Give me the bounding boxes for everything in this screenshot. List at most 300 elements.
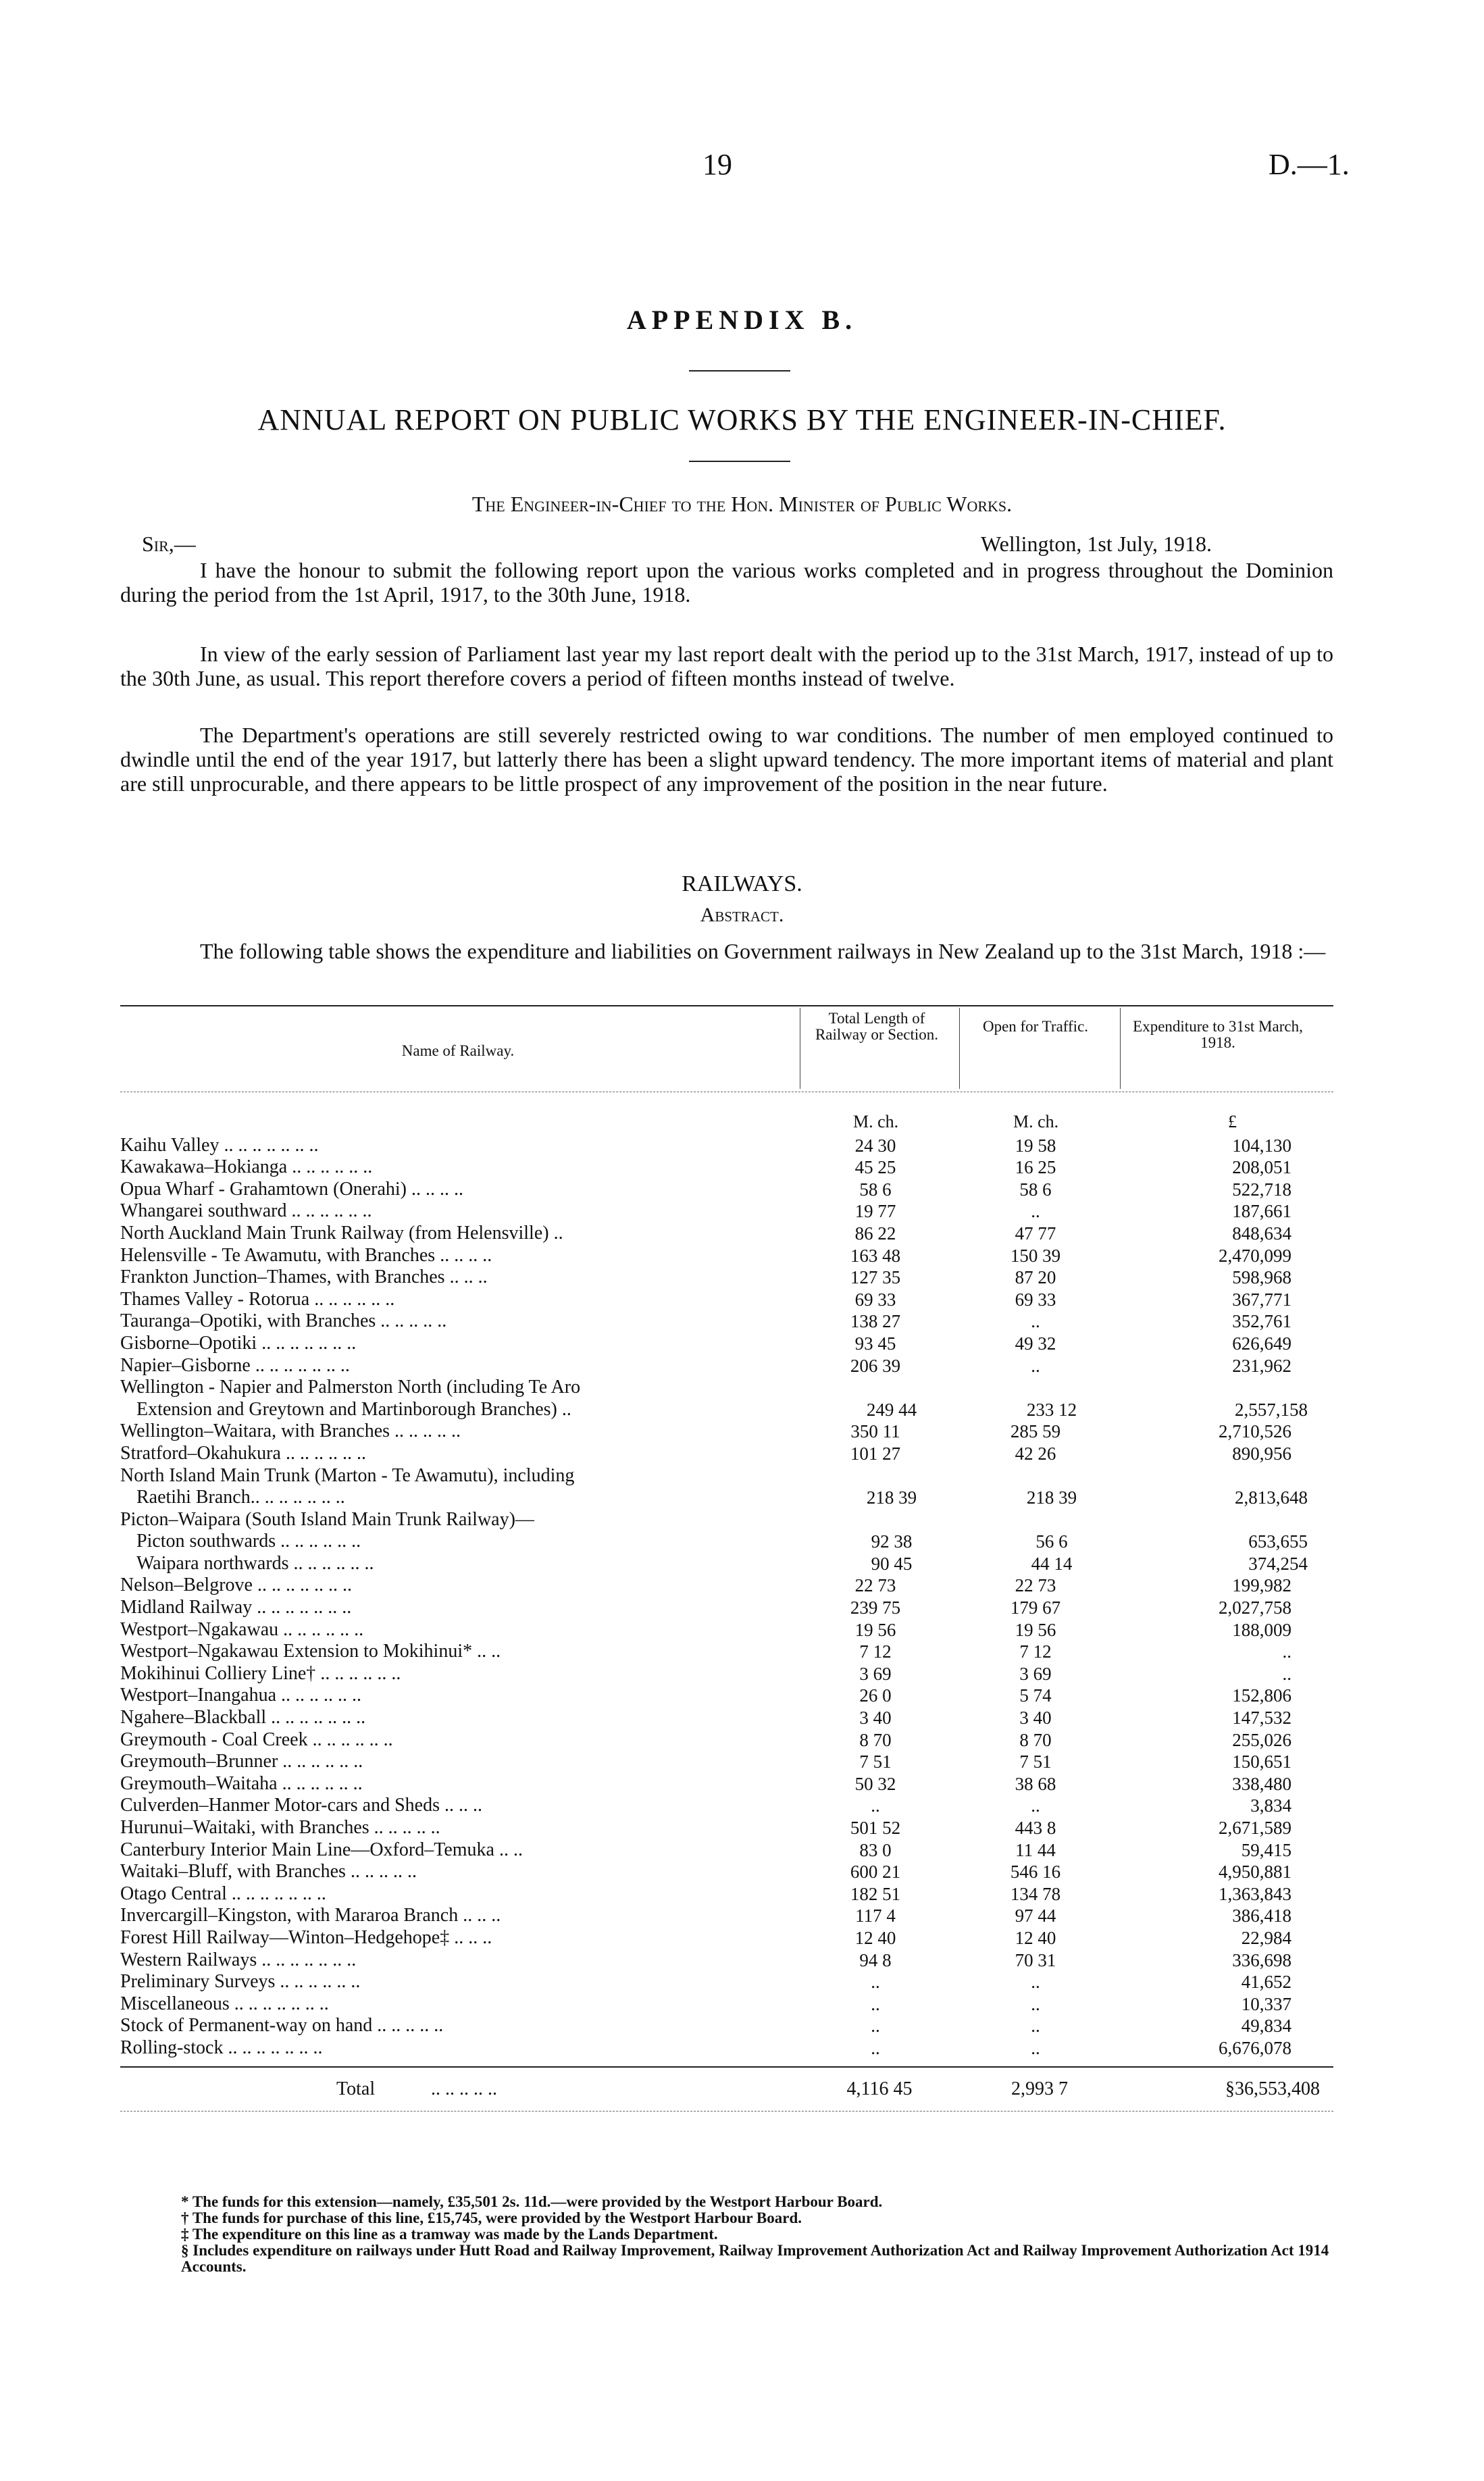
expenditure-cell: 187,661	[1232, 1201, 1291, 1222]
length-cell: 7 12	[859, 1641, 892, 1662]
railway-name: Rolling-stock	[120, 2037, 224, 2058]
open-cell: 19 58	[1015, 1135, 1056, 1156]
expenditure-cell: 2,557,158	[1235, 1399, 1308, 1420]
leader-dots: .. .. .. .. ..	[390, 1421, 461, 1442]
expenditure-cell: 2,671,589	[1219, 1818, 1291, 1838]
expenditure-cell: 386,418	[1232, 1905, 1291, 1926]
length-cell: ..	[871, 1795, 880, 1816]
railway-name: North Island Main Trunk (Marton - Te Awamutu), including	[120, 1465, 575, 1486]
length-cell: 92 38	[871, 1531, 913, 1552]
open-cell: 150 39	[1010, 1245, 1061, 1266]
railway-name: Greymouth - Coal Creek	[120, 1729, 308, 1750]
railway-name: Napier–Gisborne	[120, 1355, 251, 1376]
length-cell: 94 8	[859, 1949, 892, 1970]
leader-dots: .. .. .. .. .. ..	[315, 1663, 401, 1684]
footnote-3: ‡ The expenditure on this line as a tramway was made by the Lands Department.	[181, 2226, 718, 2243]
table-row	[120, 1728, 1333, 1750]
railway-name-cell	[120, 1201, 796, 1221]
expenditure-cell: 2,813,648	[1235, 1487, 1308, 1508]
length-cell: 101 27	[850, 1443, 901, 1464]
table-row	[120, 1464, 1333, 1486]
table-row	[120, 1640, 1333, 1662]
length-cell: 182 51	[850, 1883, 901, 1904]
table-row	[120, 1970, 1333, 1993]
open-cell: 97 44	[1015, 1905, 1056, 1926]
railway-name-cell	[120, 1708, 796, 1728]
leader-dots: ..	[557, 1399, 571, 1420]
railway-name: Waitaki–Bluff, with Branches	[120, 1862, 346, 1883]
open-cell: 285 59	[1010, 1421, 1061, 1442]
railway-name-cell	[120, 1157, 796, 1177]
appendix-title: APPENDIX B.	[626, 305, 858, 335]
table-body	[120, 1133, 1333, 2058]
table-row	[120, 1684, 1333, 1706]
total-dots: .. .. .. .. ..	[431, 2078, 497, 2099]
length-cell: 163 48	[850, 1245, 901, 1266]
length-cell: 24 30	[854, 1135, 896, 1156]
leader-dots: .. .. .. .. ..	[345, 1862, 417, 1883]
address-line: The Engineer-in-Chief to the Hon. Minister of Public Works.	[471, 492, 1013, 516]
expenditure-cell: 522,718	[1232, 1179, 1291, 1200]
leader-dots: .. .. .. .. .. ..	[271, 1949, 357, 1970]
table-row	[120, 1376, 1333, 1398]
open-cell: 49 32	[1015, 1333, 1056, 1354]
railway-name: Mokihinui Colliery Line†	[120, 1663, 316, 1684]
units-row	[120, 1106, 1333, 1133]
expenditure-cell: 352,761	[1232, 1311, 1291, 1332]
expenditure-cell: 199,982	[1232, 1575, 1291, 1596]
length-cell: 19 77	[854, 1201, 896, 1222]
table-row	[120, 1816, 1333, 1838]
railway-name: Greymouth–Waitaha	[120, 1773, 278, 1794]
table-row	[120, 1595, 1333, 1618]
railway-name: Thames Valley - Rotorua	[120, 1289, 310, 1310]
expenditure-cell: 653,655	[1248, 1531, 1308, 1552]
table-row	[120, 1706, 1333, 1728]
expenditure-cell: 4,950,881	[1219, 1862, 1291, 1883]
length-cell: 218 39	[866, 1487, 917, 1508]
expenditure-cell: 848,634	[1232, 1223, 1291, 1244]
table-row	[120, 1838, 1333, 1860]
length-cell: 19 56	[854, 1619, 896, 1640]
leader-dots: .. .. .. .. .. .. ..	[219, 1135, 319, 1156]
title-rule	[689, 370, 790, 372]
railway-name-cell	[120, 1267, 796, 1287]
railway-name: Midland Railway	[120, 1597, 253, 1618]
railway-name: Waipara northwards	[136, 1553, 289, 1574]
leader-dots: .. .. .. .. .. .. ..	[252, 1575, 352, 1596]
unit-length: M. ch.	[853, 1112, 899, 1131]
table-row	[120, 2036, 1333, 2058]
open-cell: 546 16	[1010, 1862, 1061, 1883]
leader-dots: .. .. .. .. ..	[376, 1311, 447, 1332]
railway-table	[120, 1005, 1333, 2112]
table-row	[120, 1244, 1333, 1266]
open-cell: 3 69	[1019, 1663, 1052, 1684]
length-cell: 3 69	[859, 1663, 892, 1684]
railway-name-cell	[120, 1818, 796, 1838]
leader-dots: .. .. .. .. .. .. ..	[229, 1993, 329, 2014]
railway-name: Hurunui–Waitaki, with Branches	[120, 1818, 369, 1838]
railway-name: Preliminary Surveys	[120, 1972, 276, 1993]
open-cell: 7 12	[1019, 1641, 1052, 1662]
expenditure-cell: 188,009	[1232, 1619, 1291, 1640]
railway-name-cell	[120, 1554, 812, 1574]
length-cell: 12 40	[854, 1927, 896, 1948]
footnote-1: * The funds for this extension—namely, £35,501 2s. 11d.—were provided by the Westport Harbour Board.	[181, 2193, 883, 2210]
open-cell: ..	[1031, 1355, 1040, 1376]
table-row	[120, 1794, 1333, 1816]
table-row	[120, 1948, 1333, 1970]
railway-name: Westport–Ngakawau	[120, 1619, 279, 1640]
open-cell: 7 51	[1019, 1751, 1052, 1772]
expenditure-cell: 208,051	[1232, 1157, 1291, 1178]
table-row	[120, 1221, 1333, 1244]
col-open-header: Open for Traffic.	[982, 1018, 1089, 1035]
table-row	[120, 1552, 1333, 1574]
leader-dots: .. .. .. .. .. .. ..	[223, 2037, 323, 2058]
railway-name-cell	[120, 1685, 796, 1706]
leader-dots: .. .. ..	[449, 1927, 492, 1948]
table-row	[120, 1156, 1333, 1178]
paragraph-2: In view of the early session of Parliament last year my last report dealt with the period up to the 31st March, 1917, instead of up to the 30th June, as usual. This report therefore covers a period of fifteen months instead of twelve.	[120, 642, 1333, 690]
railway-name-cell	[120, 1510, 796, 1530]
railway-name: Forest Hill Railway—Winton–Hedgehope‡	[120, 1927, 450, 1948]
expenditure-cell: 2,027,758	[1219, 1597, 1291, 1618]
table-row	[120, 1508, 1333, 1530]
expenditure-cell: 338,480	[1232, 1773, 1291, 1794]
leader-dots: .. .. .. ..	[435, 1245, 492, 1266]
railway-name: Invercargill–Kingston, with Mararoa Branch	[120, 1905, 459, 1926]
railway-name-cell	[120, 1620, 796, 1640]
expenditure-cell: 147,532	[1232, 1708, 1291, 1729]
railway-name-cell	[120, 1972, 796, 1992]
railway-name: Picton southwards	[136, 1531, 276, 1552]
leader-dots: .. .. .. .. .. ..	[286, 1201, 372, 1222]
length-cell: 3 40	[859, 1708, 892, 1729]
open-cell: 179 67	[1010, 1597, 1061, 1618]
length-cell: 8 70	[859, 1729, 892, 1750]
leader-dots: .. .. .. ..	[406, 1179, 463, 1200]
railway-name-cell	[120, 1487, 812, 1508]
railway-name: Stock of Permanent-way on hand	[120, 2016, 373, 2037]
length-cell: ..	[871, 2016, 880, 2037]
open-cell: ..	[1031, 2016, 1040, 2037]
open-cell: ..	[1031, 1795, 1040, 1816]
expenditure-cell: 41,652	[1241, 1972, 1291, 1993]
length-cell: 50 32	[854, 1773, 896, 1794]
leader-dots: .. .. .. .. .. ..	[309, 1289, 395, 1310]
table-row	[120, 1441, 1333, 1464]
open-cell: ..	[1031, 1972, 1040, 1993]
length-cell: 86 22	[854, 1223, 896, 1244]
unit-open: M. ch.	[1013, 1112, 1059, 1131]
railway-name-cell	[120, 1421, 796, 1441]
railway-name: Westport–Inangahua	[120, 1685, 276, 1706]
railway-name: Frankton Junction–Thames, with Branches	[120, 1267, 445, 1288]
railway-name: Westport–Ngakawau Extension to Mokihinui*	[120, 1641, 473, 1662]
table-row	[120, 1354, 1333, 1376]
railway-name-cell	[120, 2016, 796, 2036]
expenditure-cell: 104,130	[1232, 1135, 1291, 1156]
total-length: 4,116 45	[846, 2078, 913, 2099]
railway-name: Ngahere–Blackball ..	[120, 1708, 281, 1729]
railway-name-cell	[120, 1223, 796, 1244]
railway-name: Tauranga–Opotiki, with Branches	[120, 1311, 376, 1332]
railway-name-cell	[120, 1795, 796, 1816]
expenditure-cell: 3,834	[1250, 1795, 1291, 1816]
railway-name-cell	[120, 1179, 796, 1200]
leader-dots: .. .. .. .. ..	[369, 1818, 440, 1838]
length-cell: 45 25	[854, 1157, 896, 1178]
length-cell: 350 11	[850, 1421, 900, 1442]
table-row	[120, 1662, 1333, 1684]
open-cell: 56 6	[1035, 1531, 1068, 1552]
expenditure-cell: 1,363,843	[1219, 1883, 1291, 1904]
expenditure-cell: 49,834	[1241, 2016, 1291, 2037]
leader-dots: .. .. .. .. .. ..	[278, 1751, 363, 1772]
railway-name: Western Railways ..	[120, 1949, 272, 1970]
table-row	[120, 1133, 1333, 1156]
footnotes	[120, 2194, 1356, 2275]
length-cell: 26 0	[859, 1685, 892, 1706]
open-cell: ..	[1031, 2037, 1040, 2058]
railway-name: Extension and Greytown and Martinborough Branches)	[136, 1399, 557, 1420]
length-cell: 22 73	[854, 1575, 896, 1596]
expenditure-cell: 890,956	[1232, 1443, 1291, 1464]
length-cell: 58 6	[859, 1179, 892, 1200]
railway-name-cell	[120, 1905, 796, 1926]
leader-dots: .. .. .. .. .. ..	[287, 1157, 373, 1178]
leader-dots: .. ..	[494, 1839, 523, 1860]
leader-dots: .. .. .. .. .. ..	[275, 1972, 361, 1993]
length-cell: ..	[871, 1972, 880, 1993]
table-row	[120, 1926, 1333, 1948]
leader-dots: .. .. .. .. .. .. ..	[226, 1883, 326, 1904]
table-row	[120, 1618, 1333, 1640]
railway-name-cell	[120, 1289, 796, 1310]
railway-name-cell	[120, 1751, 796, 1772]
expenditure-cell: 150,651	[1232, 1751, 1291, 1772]
expenditure-cell: 6,676,078	[1219, 2037, 1291, 2058]
length-cell: 138 27	[850, 1311, 901, 1332]
railway-name-cell	[120, 1994, 796, 2014]
length-cell: 93 45	[854, 1333, 896, 1354]
paragraph-1: I have the honour to submit the following report upon the various works completed and in progress throughout the Dominion during the period from the 1st April, 1917, to the 30th June, 1918.	[120, 558, 1333, 607]
open-cell: ..	[1031, 1993, 1040, 2014]
leader-dots: .. .. .. .. .. .. ..	[252, 1597, 352, 1618]
railway-name: Wellington - Napier and Palmerston North (including Te Aro	[120, 1377, 581, 1398]
table-row	[120, 1310, 1333, 1332]
leader-dots: .. .. ..	[444, 1267, 488, 1288]
leader-dots: .. .. .. .. .. ..	[307, 1729, 393, 1750]
expenditure-cell: ..	[1282, 1663, 1291, 1684]
expenditure-cell: 374,254	[1248, 1553, 1308, 1574]
railway-name-cell	[120, 1950, 796, 1970]
railway-name-cell	[120, 1466, 796, 1486]
open-cell: 19 56	[1015, 1619, 1056, 1640]
total-row	[120, 2068, 1333, 2111]
railway-name-cell	[120, 1443, 796, 1464]
railway-name: Kawakawa–Hokianga	[120, 1157, 288, 1178]
railway-name-cell	[120, 1377, 796, 1398]
railway-name-cell	[120, 1641, 796, 1662]
open-cell: 47 77	[1015, 1223, 1056, 1244]
footnote-2: † The funds for purchase of this line, £15,745, were provided by the Westport Harbour Board.	[181, 2209, 802, 2226]
unit-exp: £	[1228, 1112, 1237, 1131]
leader-dots: .. .. .. .. .. ..	[276, 1685, 361, 1706]
table-row	[120, 1177, 1333, 1200]
open-cell: 11 44	[1015, 1839, 1056, 1860]
expenditure-cell: 10,337	[1241, 1993, 1291, 2014]
expenditure-cell: 231,962	[1232, 1355, 1291, 1376]
open-cell: 134 78	[1010, 1883, 1061, 1904]
table-row	[120, 1398, 1333, 1420]
col-exp-header: Expenditure to 31st March, 1918.	[1133, 1018, 1303, 1051]
col-length-header: Total Length of Railway or Section.	[815, 1010, 939, 1043]
railway-name: Kaihu Valley	[120, 1135, 220, 1156]
open-cell: 42 26	[1015, 1443, 1056, 1464]
total-open: 2,993 7	[1011, 2078, 1068, 2099]
railway-name: Raetihi Branch..	[136, 1487, 260, 1508]
railway-name-cell	[120, 1400, 812, 1420]
table-row	[120, 1860, 1333, 1883]
report-title: ANNUAL REPORT ON PUBLIC WORKS BY THE ENGINEER-IN-CHIEF.	[257, 403, 1227, 436]
railway-name-cell	[120, 2038, 796, 2058]
open-cell: 87 20	[1015, 1267, 1056, 1288]
leader-dots: .. .. .. .. .. .. ..	[257, 1333, 357, 1354]
open-cell: 3 40	[1019, 1708, 1052, 1729]
railway-name: Opua Wharf - Grahamtown (Onerahi)	[120, 1179, 407, 1200]
length-cell: 600 21	[850, 1862, 901, 1883]
length-cell: 117 4	[855, 1905, 896, 1926]
table-row	[120, 1266, 1333, 1288]
open-cell: 44 14	[1031, 1553, 1073, 1574]
table-row	[120, 1420, 1333, 1442]
table-row	[120, 1530, 1333, 1552]
length-cell: 206 39	[850, 1355, 901, 1376]
length-cell: 501 52	[850, 1818, 901, 1838]
open-cell: 38 68	[1015, 1773, 1056, 1794]
leader-dots: .. .. .. .. .. ..	[259, 1487, 345, 1508]
leader-dots: .. .. .. .. .. ..	[276, 1531, 361, 1552]
expenditure-cell: 336,698	[1232, 1949, 1291, 1970]
table-row	[120, 2014, 1333, 2037]
table-header	[120, 1005, 1333, 1106]
expenditure-cell: 367,771	[1232, 1289, 1291, 1310]
leader-dots: .. .. .. .. .. ..	[278, 1619, 364, 1640]
expenditure-cell: 2,470,099	[1219, 1245, 1291, 1266]
page-number: 19	[702, 148, 732, 181]
leader-dots: .. .. ..	[458, 1905, 501, 1926]
length-cell: ..	[871, 1993, 880, 2014]
open-cell: 8 70	[1019, 1729, 1052, 1750]
railway-name-cell	[120, 1356, 796, 1376]
railway-name-cell	[120, 1664, 796, 1684]
footnote-4: § Includes expenditure on railways under Hutt Road and Railway Improvement, Railway Improvement Authorization Act and Railway Improvement Authorization Act 1914 Accounts.	[181, 2242, 1329, 2275]
open-cell: 233 12	[1026, 1399, 1077, 1420]
expenditure-cell: 598,968	[1232, 1267, 1291, 1288]
table-row	[120, 1200, 1333, 1222]
title-rule-2	[689, 461, 790, 462]
railway-name-cell	[120, 1774, 796, 1794]
railway-name-cell	[120, 1333, 796, 1354]
expenditure-cell: 22,984	[1241, 1927, 1291, 1948]
railway-name: Greymouth–Brunner	[120, 1751, 278, 1772]
leader-dots: .. .. .. .. ..	[372, 2016, 444, 2037]
open-cell: 5 74	[1019, 1685, 1052, 1706]
table-row	[120, 1574, 1333, 1596]
railway-name: Nelson–Belgrove	[120, 1575, 253, 1596]
table-row	[120, 1287, 1333, 1310]
leader-dots: .. .. .. .. .. ..	[277, 1773, 363, 1794]
total-bottom-rule	[120, 2111, 1333, 2112]
table-row	[120, 1486, 1333, 1508]
place-date: Wellington, 1st July, 1918.	[981, 532, 1212, 556]
expenditure-cell: 59,415	[1241, 1839, 1291, 1860]
expenditure-cell: 152,806	[1232, 1685, 1291, 1706]
railway-name-cell	[120, 1862, 796, 1882]
expenditure-cell: 626,649	[1232, 1333, 1291, 1354]
table-row	[120, 1331, 1333, 1354]
leader-dots: .. .. ..	[439, 1795, 482, 1816]
railway-name-cell	[120, 1575, 796, 1595]
open-cell: 12 40	[1015, 1927, 1056, 1948]
total-exp: §36,553,408	[1225, 2078, 1320, 2099]
open-cell: ..	[1031, 1201, 1040, 1222]
total-label: Total	[336, 2078, 376, 2099]
open-cell: 22 73	[1015, 1575, 1056, 1596]
expenditure-cell: ..	[1282, 1641, 1291, 1662]
railway-name-cell	[120, 1135, 796, 1156]
leader-dots: .. ..	[472, 1641, 501, 1662]
railway-name: Helensville - Te Awamutu, with Branches	[120, 1245, 436, 1266]
railway-name-cell	[120, 1531, 812, 1552]
railway-name: Stratford–Okahukura	[120, 1443, 281, 1464]
col-name-header: Name of Railway.	[401, 1042, 515, 1059]
railway-name-cell	[120, 1928, 796, 1948]
railway-name-cell	[120, 1730, 796, 1750]
length-cell: 249 44	[866, 1399, 917, 1420]
open-cell: ..	[1031, 1311, 1040, 1332]
railway-name: Canterbury Interior Main Line—Oxford–Temuka	[120, 1839, 494, 1860]
table-row	[120, 1772, 1333, 1794]
expenditure-cell: 2,710,526	[1219, 1421, 1291, 1442]
railway-name-cell	[120, 1884, 796, 1904]
open-cell: 218 39	[1026, 1487, 1077, 1508]
railway-name: Culverden–Hanmer Motor-cars and Sheds	[120, 1795, 440, 1816]
open-cell: 70 31	[1015, 1949, 1056, 1970]
open-cell: 16 25	[1015, 1157, 1056, 1178]
leader-dots: ..	[548, 1223, 563, 1244]
railway-name-cell	[120, 1597, 796, 1618]
railway-name: Wellington–Waitara, with Branches	[120, 1421, 390, 1442]
railway-name-cell	[120, 1311, 796, 1331]
railway-name: Picton–Waipara (South Island Main Trunk Railway)—	[120, 1509, 534, 1530]
length-cell: 83 0	[859, 1839, 892, 1860]
length-cell: 127 35	[850, 1267, 901, 1288]
length-cell: 239 75	[850, 1597, 901, 1618]
table-row	[120, 1904, 1333, 1926]
document-reference: D.—1.	[1269, 148, 1350, 181]
open-cell: 58 6	[1019, 1179, 1052, 1200]
railway-name-cell	[120, 1246, 796, 1266]
header-top-rule	[120, 1005, 1333, 1006]
paragraph-3: The Department's operations are still severely restricted owing to war conditions. The number of men employed continued to dwindle until the end of the year 1917, but latterly there has been a slight upward tendency. The more important items of material and plant are still unprocurable, and there appears to be little prospect of any improvement of the position in the near future.	[120, 723, 1333, 796]
length-cell: 7 51	[859, 1751, 892, 1772]
expenditure-cell: 255,026	[1232, 1729, 1291, 1750]
table-row	[120, 1992, 1333, 2014]
